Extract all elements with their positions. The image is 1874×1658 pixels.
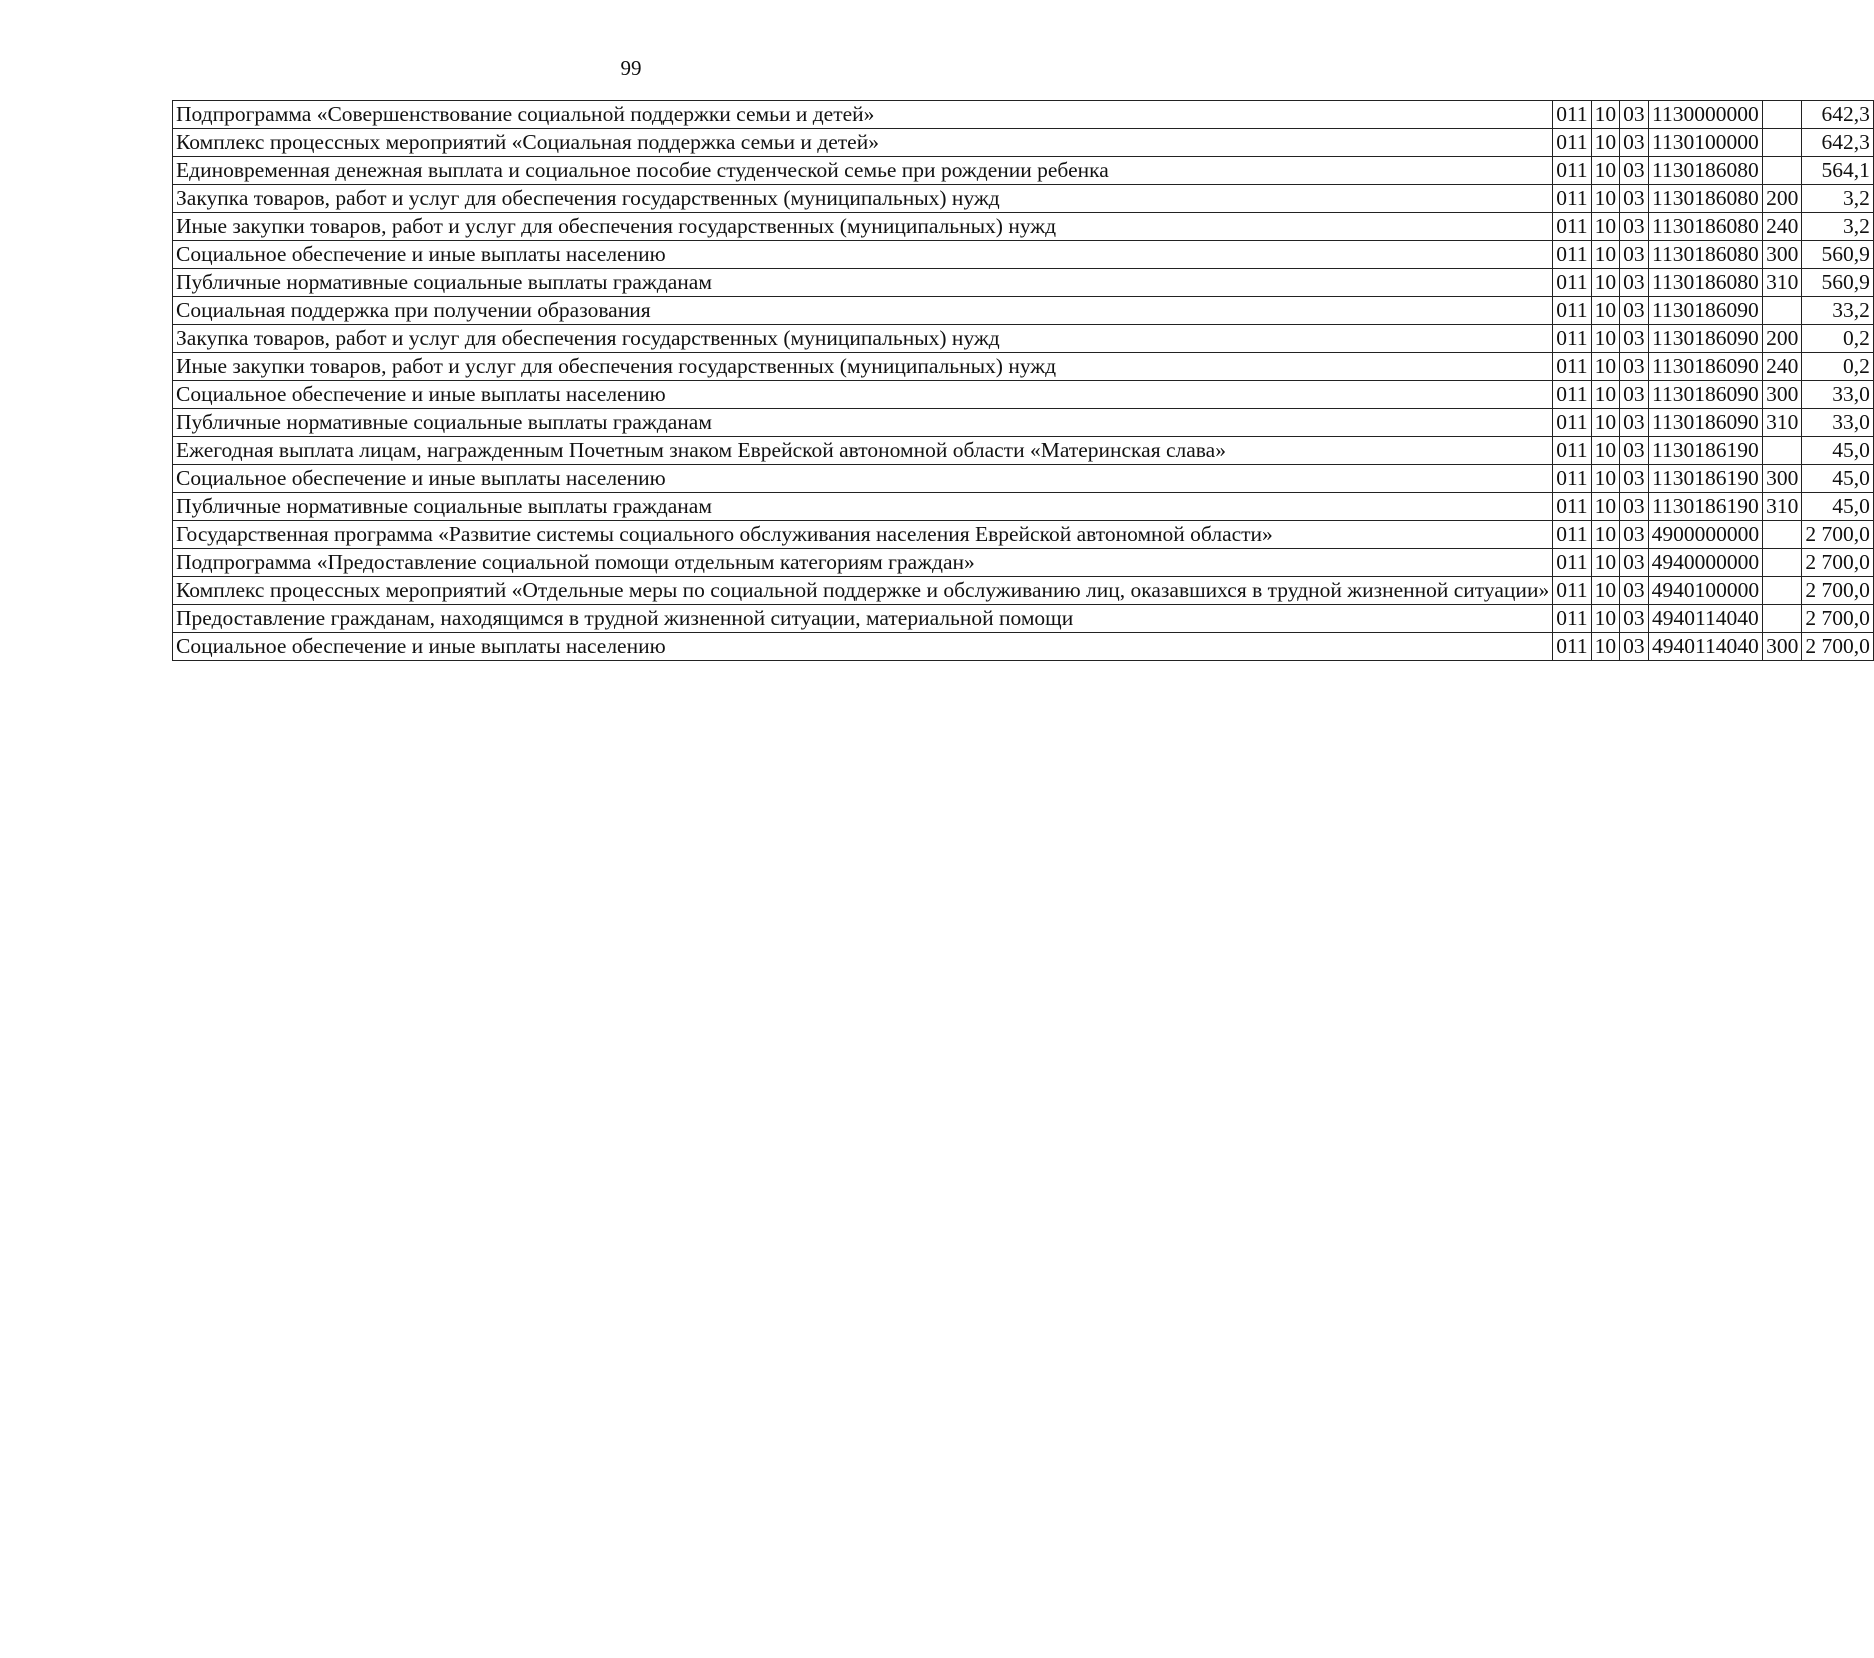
ministry-code-cell: 011	[1553, 297, 1591, 325]
expense-type-code-cell: 310	[1763, 409, 1802, 437]
table-row	[173, 437, 1874, 465]
section-code-cell: 10	[1591, 549, 1620, 577]
section-code-cell: 10	[1591, 213, 1620, 241]
ministry-code-cell: 011	[1553, 437, 1591, 465]
ministry-code-cell: 011	[1553, 101, 1591, 129]
amount-cell: 2 700,0	[1802, 633, 1874, 661]
subsection-code-cell: 03	[1620, 465, 1649, 493]
expense-type-code-cell: 300	[1763, 381, 1802, 409]
ministry-code-cell: 011	[1553, 241, 1591, 269]
expense-type-code-cell: 310	[1763, 269, 1802, 297]
subsection-code-cell: 03	[1620, 129, 1649, 157]
subsection-code-cell: 03	[1620, 325, 1649, 353]
amount-cell: 45,0	[1802, 465, 1874, 493]
budget-table	[172, 100, 1874, 661]
section-code-cell: 10	[1591, 605, 1620, 633]
amount-cell: 2 700,0	[1802, 549, 1874, 577]
item-name-cell: Публичные нормативные социальные выплаты гражданам	[173, 269, 1553, 297]
target-item-code-cell: 4900000000	[1648, 521, 1763, 549]
table-row	[173, 493, 1874, 521]
subsection-code-cell: 03	[1620, 269, 1649, 297]
target-item-code-cell: 1130186080	[1648, 241, 1763, 269]
target-item-code-cell: 1130186090	[1648, 325, 1763, 353]
ministry-code-cell: 011	[1553, 381, 1591, 409]
ministry-code-cell: 011	[1553, 269, 1591, 297]
ministry-code-cell: 011	[1553, 353, 1591, 381]
item-name-cell: Иные закупки товаров, работ и услуг для обеспечения государственных (муниципальных) нужд	[173, 213, 1553, 241]
section-code-cell: 10	[1591, 493, 1620, 521]
table-row	[173, 157, 1874, 185]
ministry-code-cell: 011	[1553, 213, 1591, 241]
item-name-cell: Публичные нормативные социальные выплаты гражданам	[173, 409, 1553, 437]
table-row	[173, 101, 1874, 129]
expense-type-code-cell: 300	[1763, 241, 1802, 269]
amount-cell: 33,0	[1802, 381, 1874, 409]
item-name-cell: Государственная программа «Развитие системы социального обслуживания населения Еврейской автономной области»	[173, 521, 1553, 549]
expense-type-code-cell: 300	[1763, 465, 1802, 493]
amount-cell: 2 700,0	[1802, 521, 1874, 549]
subsection-code-cell: 03	[1620, 353, 1649, 381]
target-item-code-cell: 1130186190	[1648, 437, 1763, 465]
table-row	[173, 521, 1874, 549]
table-row	[173, 185, 1874, 213]
table-row	[173, 325, 1874, 353]
target-item-code-cell: 4940114040	[1648, 605, 1763, 633]
expense-type-code-cell	[1763, 157, 1802, 185]
item-name-cell: Публичные нормативные социальные выплаты гражданам	[173, 493, 1553, 521]
table-row	[173, 297, 1874, 325]
item-name-cell: Предоставление гражданам, находящимся в трудной жизненной ситуации, материальной помощи	[173, 605, 1553, 633]
amount-cell: 3,2	[1802, 185, 1874, 213]
item-name-cell: Социальная поддержка при получении образования	[173, 297, 1553, 325]
table-row	[173, 605, 1874, 633]
target-item-code-cell: 1130186080	[1648, 213, 1763, 241]
table-row	[173, 381, 1874, 409]
amount-cell: 564,1	[1802, 157, 1874, 185]
section-code-cell: 10	[1591, 101, 1620, 129]
target-item-code-cell: 1130186090	[1648, 353, 1763, 381]
subsection-code-cell: 03	[1620, 409, 1649, 437]
table-row	[173, 213, 1874, 241]
target-item-code-cell: 1130186190	[1648, 493, 1763, 521]
subsection-code-cell: 03	[1620, 101, 1649, 129]
table-row	[173, 465, 1874, 493]
table-row	[173, 269, 1874, 297]
table-row	[173, 241, 1874, 269]
amount-cell: 0,2	[1802, 353, 1874, 381]
ministry-code-cell: 011	[1553, 605, 1591, 633]
expense-type-code-cell	[1763, 101, 1802, 129]
target-item-code-cell: 4940100000	[1648, 577, 1763, 605]
subsection-code-cell: 03	[1620, 437, 1649, 465]
amount-cell: 2 700,0	[1802, 577, 1874, 605]
subsection-code-cell: 03	[1620, 633, 1649, 661]
amount-cell: 642,3	[1802, 129, 1874, 157]
subsection-code-cell: 03	[1620, 381, 1649, 409]
amount-cell: 560,9	[1802, 241, 1874, 269]
ministry-code-cell: 011	[1553, 465, 1591, 493]
ministry-code-cell: 011	[1553, 157, 1591, 185]
item-name-cell: Подпрограмма «Совершенствование социальной поддержки семьи и детей»	[173, 101, 1553, 129]
amount-cell: 3,2	[1802, 213, 1874, 241]
section-code-cell: 10	[1591, 353, 1620, 381]
section-code-cell: 10	[1591, 157, 1620, 185]
ministry-code-cell: 011	[1553, 325, 1591, 353]
ministry-code-cell: 011	[1553, 521, 1591, 549]
amount-cell: 45,0	[1802, 437, 1874, 465]
section-code-cell: 10	[1591, 633, 1620, 661]
section-code-cell: 10	[1591, 381, 1620, 409]
section-code-cell: 10	[1591, 129, 1620, 157]
amount-cell: 560,9	[1802, 269, 1874, 297]
expense-type-code-cell: 300	[1763, 633, 1802, 661]
section-code-cell: 10	[1591, 437, 1620, 465]
item-name-cell: Ежегодная выплата лицам, награжденным Почетным знаком Еврейской автономной области «Материнская слава»	[173, 437, 1553, 465]
target-item-code-cell: 1130186090	[1648, 297, 1763, 325]
table-row	[173, 409, 1874, 437]
expense-type-code-cell	[1763, 521, 1802, 549]
ministry-code-cell: 011	[1553, 409, 1591, 437]
item-name-cell: Социальное обеспечение и иные выплаты населению	[173, 241, 1553, 269]
expense-type-code-cell: 200	[1763, 185, 1802, 213]
table-row	[173, 633, 1874, 661]
section-code-cell: 10	[1591, 185, 1620, 213]
subsection-code-cell: 03	[1620, 549, 1649, 577]
target-item-code-cell: 4940000000	[1648, 549, 1763, 577]
expense-type-code-cell: 240	[1763, 353, 1802, 381]
item-name-cell: Социальное обеспечение и иные выплаты населению	[173, 381, 1553, 409]
expense-type-code-cell	[1763, 549, 1802, 577]
item-name-cell: Комплекс процессных мероприятий «Социальная поддержка семьи и детей»	[173, 129, 1553, 157]
subsection-code-cell: 03	[1620, 241, 1649, 269]
expense-type-code-cell	[1763, 129, 1802, 157]
section-code-cell: 10	[1591, 409, 1620, 437]
section-code-cell: 10	[1591, 269, 1620, 297]
ministry-code-cell: 011	[1553, 129, 1591, 157]
section-code-cell: 10	[1591, 241, 1620, 269]
target-item-code-cell: 1130186080	[1648, 157, 1763, 185]
item-name-cell: Подпрограмма «Предоставление социальной помощи отдельным категориям граждан»	[173, 549, 1553, 577]
amount-cell: 33,0	[1802, 409, 1874, 437]
section-code-cell: 10	[1591, 465, 1620, 493]
subsection-code-cell: 03	[1620, 185, 1649, 213]
target-item-code-cell: 1130186090	[1648, 381, 1763, 409]
ministry-code-cell: 011	[1553, 577, 1591, 605]
expense-type-code-cell: 240	[1763, 213, 1802, 241]
subsection-code-cell: 03	[1620, 493, 1649, 521]
subsection-code-cell: 03	[1620, 577, 1649, 605]
item-name-cell: Закупка товаров, работ и услуг для обеспечения государственных (муниципальных) нужд	[173, 325, 1553, 353]
item-name-cell: Социальное обеспечение и иные выплаты населению	[173, 633, 1553, 661]
section-code-cell: 10	[1591, 297, 1620, 325]
amount-cell: 45,0	[1802, 493, 1874, 521]
item-name-cell: Комплекс процессных мероприятий «Отдельные меры по социальной поддержке и обслуживанию лиц, оказавшихся в трудной жизненной ситуации»	[173, 577, 1553, 605]
expense-type-code-cell	[1763, 605, 1802, 633]
ministry-code-cell: 011	[1553, 185, 1591, 213]
table-row	[173, 353, 1874, 381]
table-row	[173, 549, 1874, 577]
ministry-code-cell: 011	[1553, 549, 1591, 577]
subsection-code-cell: 03	[1620, 521, 1649, 549]
section-code-cell: 10	[1591, 577, 1620, 605]
ministry-code-cell: 011	[1553, 493, 1591, 521]
amount-cell: 642,3	[1802, 101, 1874, 129]
amount-cell: 33,2	[1802, 297, 1874, 325]
table-row	[173, 129, 1874, 157]
item-name-cell: Закупка товаров, работ и услуг для обеспечения государственных (муниципальных) нужд	[173, 185, 1553, 213]
expense-type-code-cell: 200	[1763, 325, 1802, 353]
target-item-code-cell: 1130186190	[1648, 465, 1763, 493]
expense-type-code-cell	[1763, 297, 1802, 325]
item-name-cell: Единовременная денежная выплата и социальное пособие студенческой семье при рождении ребенка	[173, 157, 1553, 185]
item-name-cell: Иные закупки товаров, работ и услуг для обеспечения государственных (муниципальных) нужд	[173, 353, 1553, 381]
subsection-code-cell: 03	[1620, 157, 1649, 185]
target-item-code-cell: 1130186090	[1648, 409, 1763, 437]
section-code-cell: 10	[1591, 521, 1620, 549]
target-item-code-cell: 1130186080	[1648, 185, 1763, 213]
subsection-code-cell: 03	[1620, 605, 1649, 633]
target-item-code-cell: 1130186080	[1648, 269, 1763, 297]
expense-type-code-cell	[1763, 437, 1802, 465]
subsection-code-cell: 03	[1620, 297, 1649, 325]
expense-type-code-cell	[1763, 577, 1802, 605]
target-item-code-cell: 4940114040	[1648, 633, 1763, 661]
amount-cell: 2 700,0	[1802, 605, 1874, 633]
table-row	[173, 577, 1874, 605]
subsection-code-cell: 03	[1620, 213, 1649, 241]
target-item-code-cell: 1130000000	[1648, 101, 1763, 129]
ministry-code-cell: 011	[1553, 633, 1591, 661]
page-number: 99	[620, 56, 642, 80]
item-name-cell: Социальное обеспечение и иные выплаты населению	[173, 465, 1553, 493]
amount-cell: 0,2	[1802, 325, 1874, 353]
section-code-cell: 10	[1591, 325, 1620, 353]
budget-table-body	[173, 101, 1874, 661]
expense-type-code-cell: 310	[1763, 493, 1802, 521]
target-item-code-cell: 1130100000	[1648, 129, 1763, 157]
